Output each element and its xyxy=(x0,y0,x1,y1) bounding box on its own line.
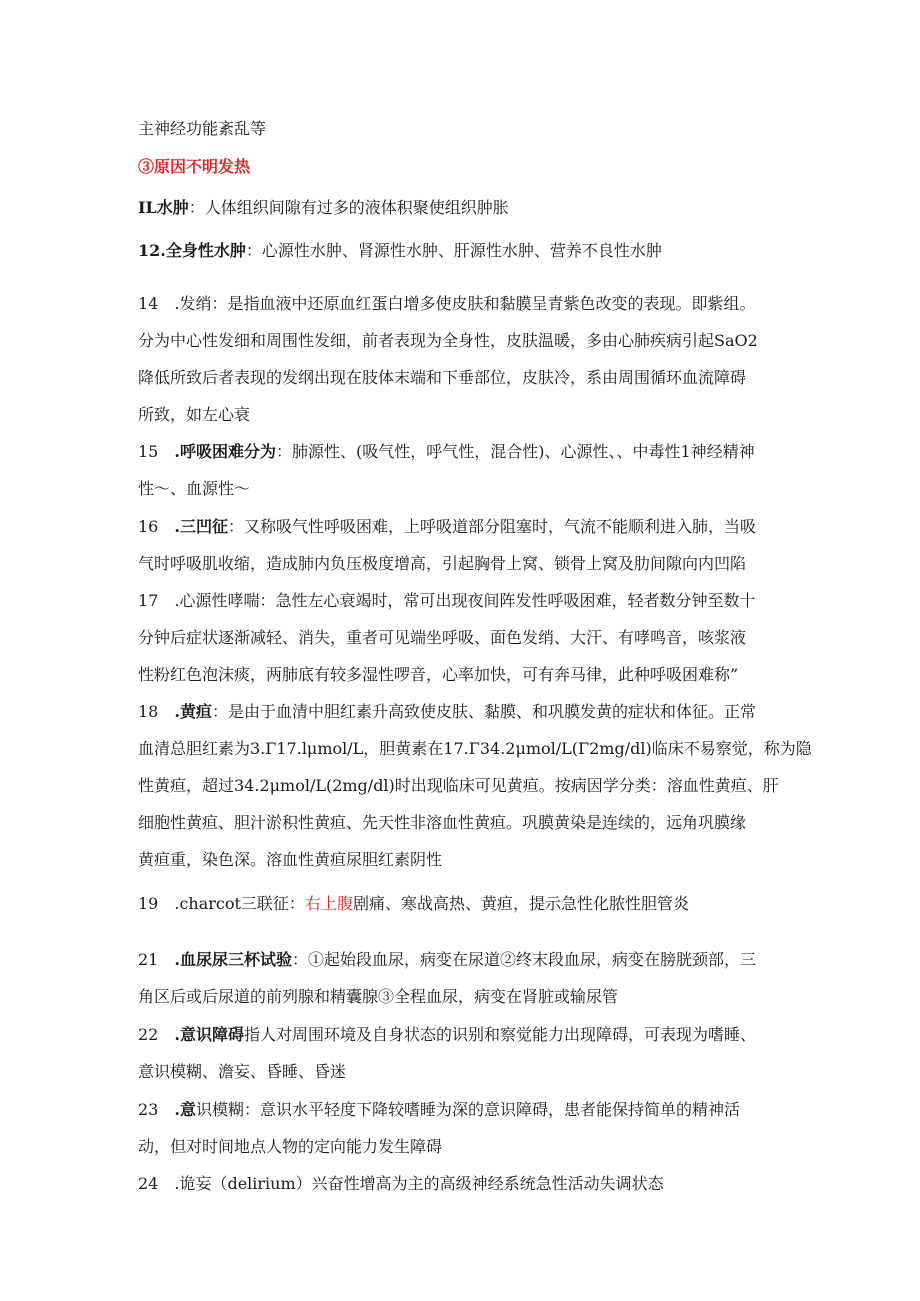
para-charcot-triad xyxy=(138,885,788,922)
term-text: ：又称吸气性呼吸困难，上呼吸道部分阻塞时，气流不能顺利进入肺，当吸 xyxy=(227,517,756,536)
text-line xyxy=(138,232,788,269)
text-line: 24 .诡妄（delirium）兴奋性增高为主的高级神经系统急性活动失调状态 xyxy=(138,1174,664,1193)
term-text: ：①起始段血尿，病变在尿道②终末段血尿，病变在膀胱颈部，三 xyxy=(291,950,756,969)
para-three-depression-sign xyxy=(138,508,788,582)
term-label: .意 xyxy=(174,1100,196,1119)
item-number: 15 xyxy=(138,442,175,461)
para-generalized-edema xyxy=(138,232,788,269)
term-label: .血尿尿三杯试验 xyxy=(174,950,292,969)
item-number: 18 xyxy=(138,702,175,721)
para-cyanosis xyxy=(138,285,788,433)
item-number: 23 xyxy=(138,1100,175,1119)
text-line xyxy=(138,885,788,922)
text-line xyxy=(138,433,788,470)
text-line: 气时呼吸肌收缩，造成肺内负压极度增高，引起胸骨上窝、锁骨上窝及肋间隙向内凹陷 xyxy=(138,554,747,573)
item-number: 21 xyxy=(138,950,175,969)
text-line: ③原因不明发热 xyxy=(138,157,251,176)
text-line: 分钟后症状逐渐减轻、消失，重者可见端坐呼吸、面色发绡、大汗、有哮鸣音，咳浆液 xyxy=(138,628,747,647)
term-text: ：心源性水肿、肾源性水肿、肝源性水肿、营养不良性水肿 xyxy=(245,241,662,260)
para-fever-unknown xyxy=(138,148,788,185)
term-text: 剧痛、寒战高热、黄疸，提示急性化脓性胆管炎 xyxy=(352,894,689,913)
para-autonomic xyxy=(138,110,788,147)
text-line: 血清总胆红素为3.Γ17.lμmol∕L，胆黄素在17.Γ34.2μmol∕L(Γ2mg∕dl)临床不易察觉，称为隐 xyxy=(138,739,812,758)
term-text: ：肺源性、(吸气性，呼气性，混合性)、心源性、、中毒性1神经精神 xyxy=(275,442,755,461)
text-line xyxy=(138,189,788,226)
para-edema-def xyxy=(138,189,788,226)
text-line: 黄疸重，染色深。溶血性黄疸尿胆红素阴性 xyxy=(138,850,443,869)
para-cardiac-asthma xyxy=(138,582,788,693)
text-line: 细胞性黄疸、胆汁淤积性黄疸、先天性非溶血性黄疸。巩膜黄染是连续的，远角巩膜缘 xyxy=(138,813,747,832)
term-label: IL水肿 xyxy=(138,198,189,217)
para-consciousness-disorder xyxy=(138,1016,788,1090)
text-line: 17 .心源性哮喘：急性左心衰竭时，常可出现夜间阵发性呼吸困难，轻者数分钟至数十 xyxy=(138,591,756,610)
text-line: 降低所致后者表现的发纲出现在肢体末端和下垂部位，皮肤冷，系由周围循环血流障碍 xyxy=(138,368,747,387)
text-line xyxy=(138,693,788,730)
text-line: 性粉红色泡沫痰，两肺底有较多湿性啰音，心率加快，可有奔马律，此种呼吸困难称” xyxy=(138,665,739,684)
term-text: ：是由于血清中胆红素升高致使皮肤、黏膜、和巩膜发黄的症状和体征。正常 xyxy=(211,702,756,721)
term-label: .黄疸 xyxy=(174,702,212,721)
text-line: 动，但对时间地点人物的定向能力发生障碍 xyxy=(138,1137,443,1156)
para-jaundice xyxy=(138,693,812,878)
para-three-cup-test xyxy=(138,941,788,1015)
text-line: 角区后或后尿道的前列腺和精囊腺③全程血尿，病变在肾脏或输尿管 xyxy=(138,987,619,1006)
text-line xyxy=(138,508,788,545)
term-label: .三凹征 xyxy=(174,517,228,536)
text-line: 所致，如左心衰 xyxy=(138,405,251,424)
item-number: 22 xyxy=(138,1025,175,1044)
term-text: 识模糊：意识水平轻度下降较嗜睡为深的意识障碍，患者能保持简单的精神活 xyxy=(195,1100,740,1119)
text-line xyxy=(138,1016,788,1053)
text-line xyxy=(138,1091,788,1128)
term-label: .意识障碍 xyxy=(174,1025,244,1044)
term-label: 19 .charcot三联征： xyxy=(138,894,305,913)
term-label: .呼吸困难分为 xyxy=(174,442,276,461)
text-line: 性黄疸，超过34.2μmol∕L(2mg∕dl)时出现临床可见黄疸。按病因学分类：溶血性黄疸、肝 xyxy=(138,776,779,795)
para-dyspnea-types xyxy=(138,433,788,507)
para-delirium xyxy=(138,1165,788,1202)
text-line xyxy=(138,941,788,978)
item-number: 16 xyxy=(138,517,175,536)
text-line: 14 .发绡：是指血液中还原血红蛋白增多使皮肤和黏膜呈青紫色改变的表现。即紫组。 xyxy=(138,294,756,313)
para-clouding xyxy=(138,1091,788,1165)
term-label: 12.全身性水肿 xyxy=(138,241,246,260)
text-line: 主神经功能紊乱等 xyxy=(138,119,267,138)
text-line: 性～、血源性～ xyxy=(138,479,251,498)
term-text: 指人对周围环境及自身状态的识别和察觉能力出现障碍，可表现为嗜睡、 xyxy=(243,1025,756,1044)
highlighted-term: 右上腹 xyxy=(304,894,353,913)
text-line: 意识模糊、澹妄、昏睡、昏迷 xyxy=(138,1062,347,1081)
text-line: 分为中心性发细和周围性发细，前者表现为全身性，皮肤温暖，多由心肺疾病引起SaO2 xyxy=(138,331,758,350)
term-text: ：人体组织间隙有过多的液体积聚使组织肿胀 xyxy=(188,198,509,217)
